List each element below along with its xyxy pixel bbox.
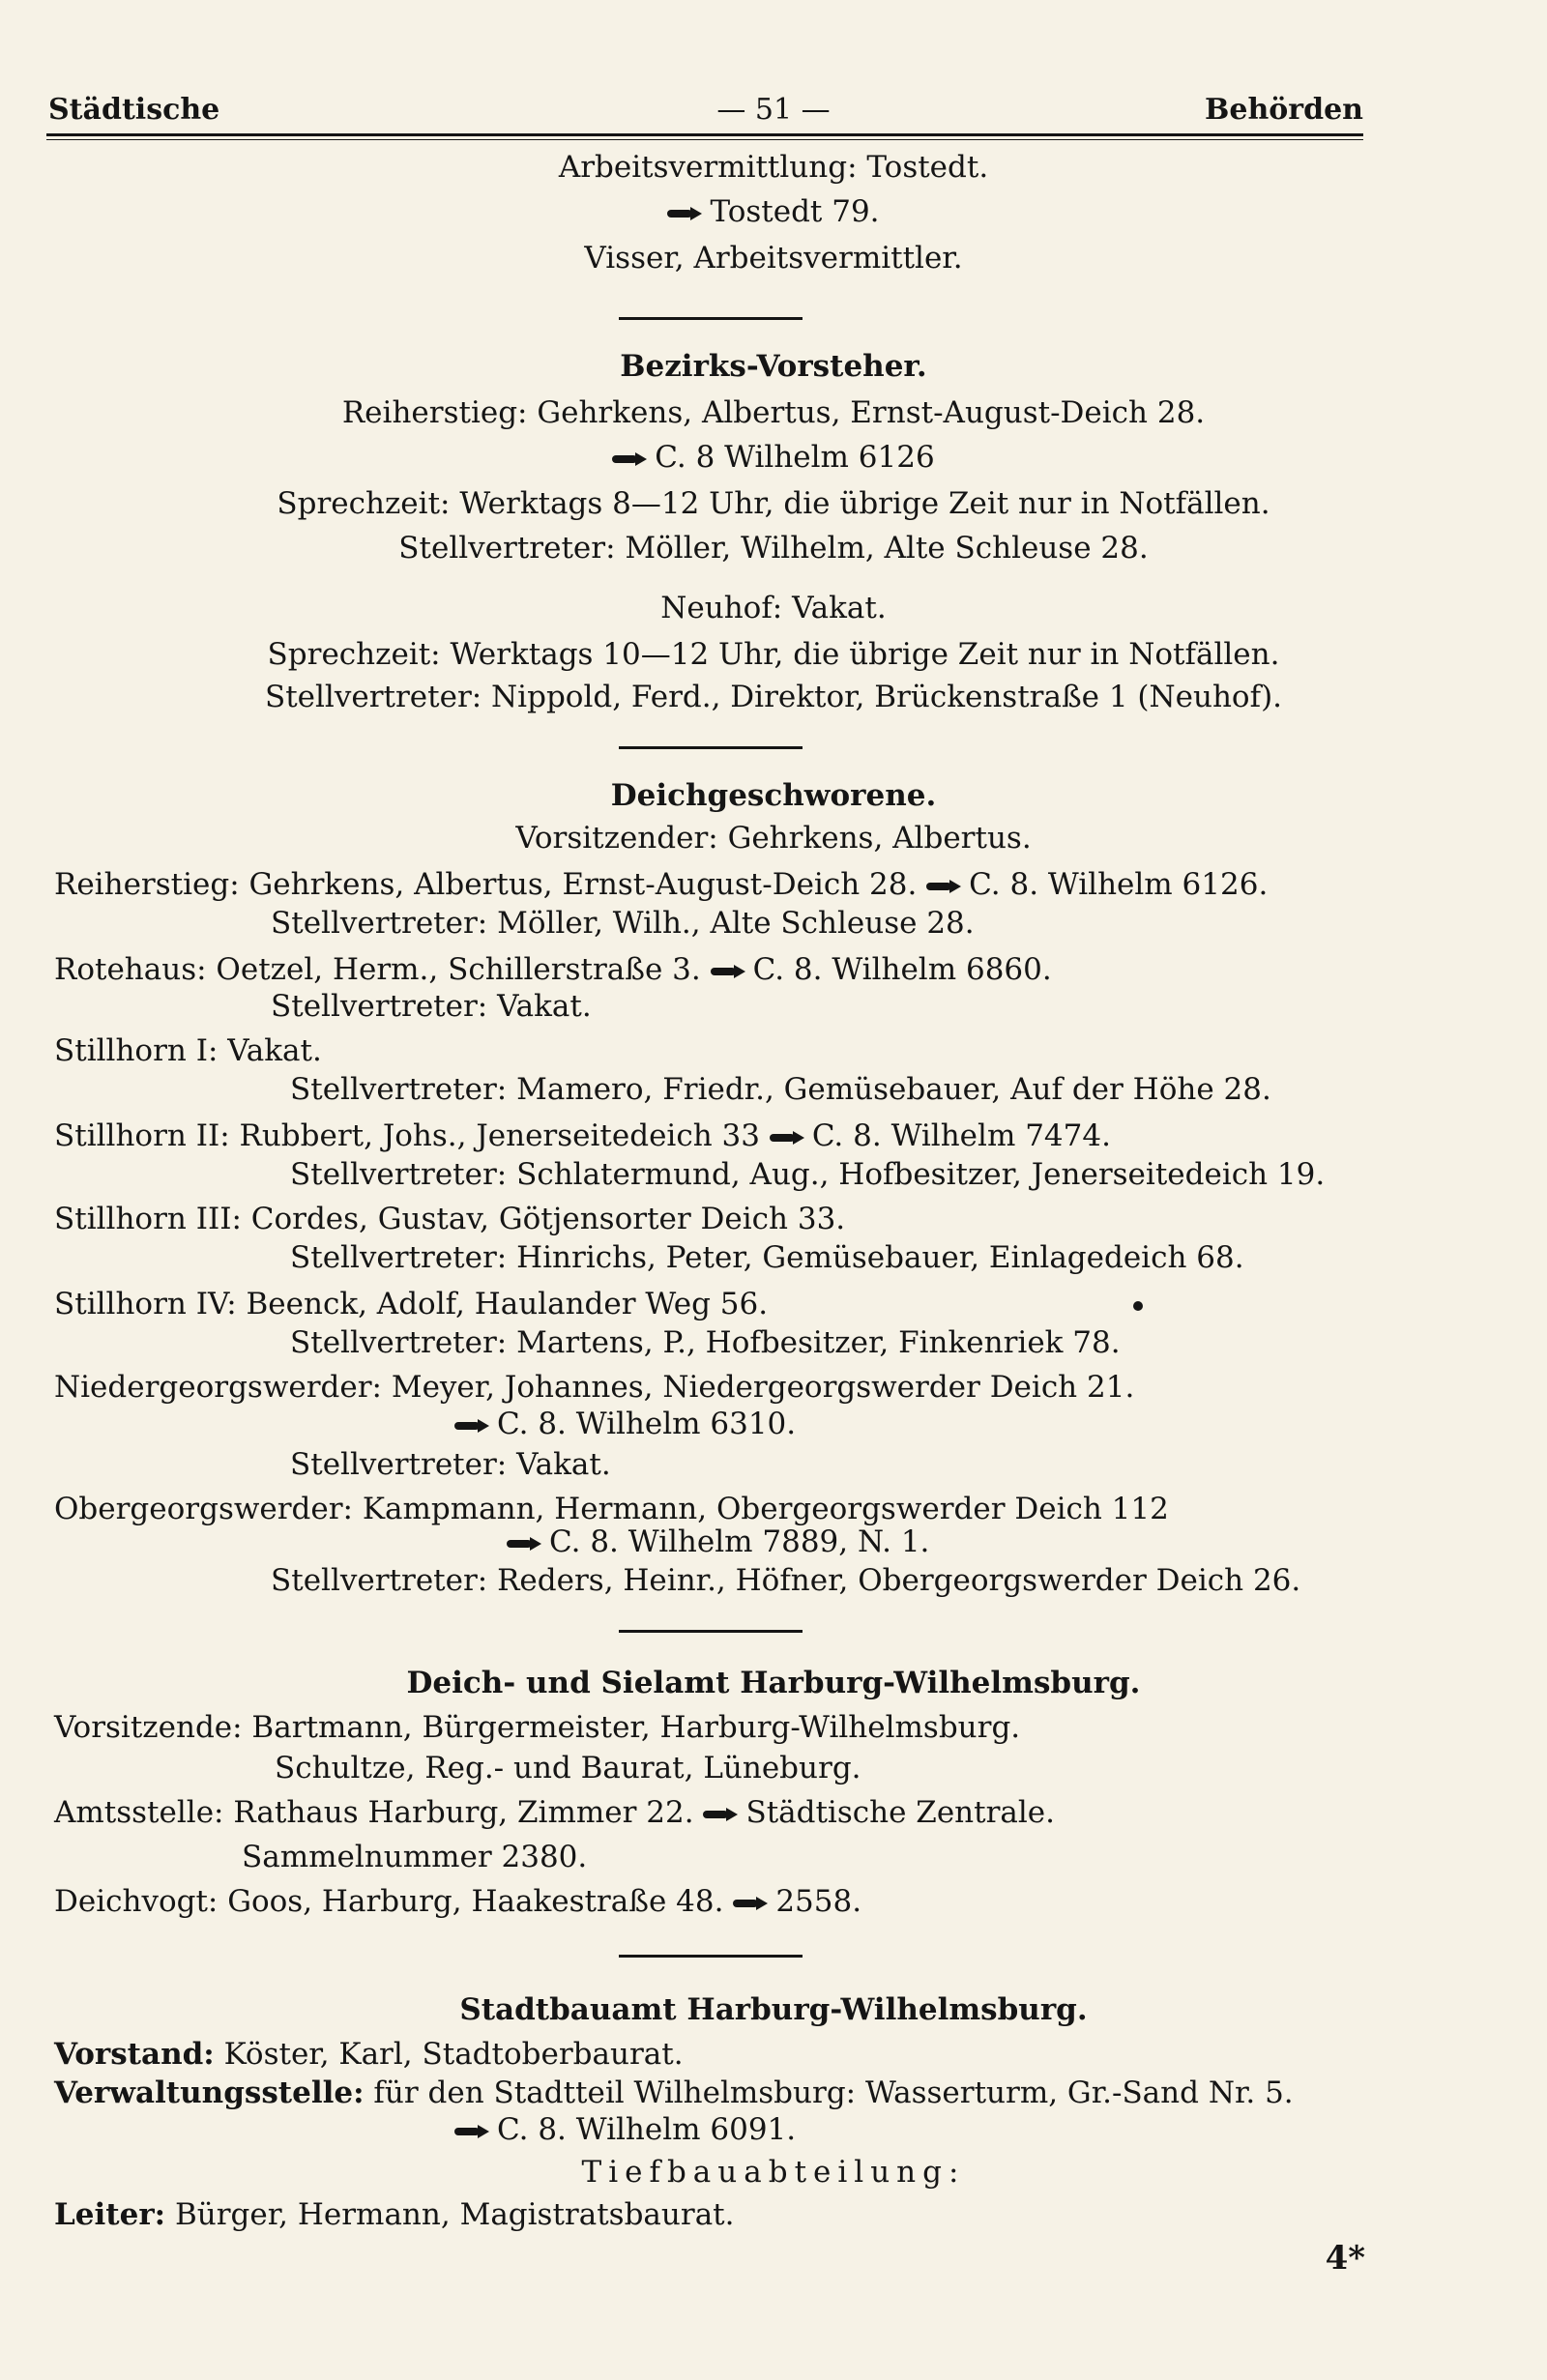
deich-row: Stillhorn I: Vakat. — [54, 1033, 322, 1068]
deich-row: Stillhorn IV: Beenck, Adolf, Haulander Weg 56. — [54, 1287, 769, 1321]
sielamt-line: Amtsstelle: Rathaus Harburg, Zimmer 22. Städtische Zentrale. — [54, 1795, 1056, 1830]
deich-row: Stillhorn III: Cordes, Gustav, Götjensorter Deich 33. — [54, 1202, 846, 1236]
arbeitsvermittlung-title: Arbeitsvermittlung: Tostedt. — [558, 150, 989, 185]
bezirk-line: Stellvertreter: Möller, Wilhelm, Alte Schleuse 28. — [398, 531, 1149, 566]
phone-icon — [507, 1537, 541, 1551]
phone-icon — [703, 1808, 738, 1821]
sielamt-line: Deichvogt: Goos, Harburg, Haakestraße 48. 2558. — [54, 1884, 862, 1919]
deich-row: Obergeorgswerder: Kampmann, Hermann, Obergeorgswerder Deich 112 — [54, 1492, 1169, 1526]
bezirk-line: Stellvertreter: Nippold, Ferd., Direktor, Brückenstraße 1 (Neuhof). — [264, 680, 1283, 714]
running-head-right: Behörden — [1205, 93, 1363, 127]
phone-icon — [711, 965, 745, 978]
phone-icon — [454, 1419, 489, 1433]
signature-mark: 4* — [1325, 2239, 1365, 2278]
page-number: — 51 — — [716, 93, 831, 127]
tiefbau-heading: Tiefbauabteilung: — [581, 2155, 966, 2190]
stadtbau-line: Leiter: Bürger, Hermann, Magistratsbaurat. — [54, 2197, 735, 2232]
stadtbau-line: Vorstand: Köster, Karl, Stadtoberbaurat. — [54, 2037, 684, 2072]
print-speck — [1133, 1301, 1143, 1311]
bezirk-line: Sprechzeit: Werktags 8—12 Uhr, die übrige Zeit nur in Notfällen. — [277, 486, 1270, 521]
section-divider — [619, 746, 803, 749]
header-rule-thin — [46, 139, 1363, 140]
arbeitsvermittlung-phone: Tostedt 79. — [0, 197, 1547, 227]
deich-row: C. 8. Wilhelm 7889, N. 1. — [507, 1527, 929, 1557]
deich-row: Stellvertreter: Martens, P., Hofbesitzer, Finkenriek 78. — [290, 1325, 1121, 1360]
deich-row: Stellvertreter: Schlatermund, Aug., Hofbesitzer, Jenerseitedeich 19. — [290, 1157, 1326, 1192]
stadtbau-line: Verwaltungsstelle: für den Stadtteil Wilhelmsburg: Wasserturm, Gr.-Sand Nr. 5. — [54, 2075, 1294, 2110]
deich-row: Stellvertreter: Reders, Heinr., Höfner, Obergeorgswerder Deich 26. — [271, 1563, 1301, 1598]
deich-row: Niedergeorgswerder: Meyer, Johannes, Niedergeorgswerder Deich 21. — [54, 1370, 1135, 1405]
phone-icon — [770, 1131, 804, 1145]
bezirk-line: Neuhof: Vakat. — [660, 591, 887, 625]
deich-row: C. 8. Wilhelm 6310. — [454, 1409, 796, 1439]
sielamt-line: Sammelnummer 2380. — [242, 1840, 588, 1874]
deich-row: Stillhorn II: Rubbert, Johs., Jenerseitedeich 33 C. 8. Wilhelm 7474. — [54, 1118, 1111, 1153]
section-divider — [619, 1630, 803, 1633]
bezirk-line: Sprechzeit: Werktags 10—12 Uhr, die übrige Zeit nur in Notfällen. — [267, 637, 1280, 672]
bezirk-phone-line: C. 8 Wilhelm 6126 — [0, 443, 1547, 473]
running-head-left: Städtische — [48, 93, 220, 127]
header-rule — [46, 133, 1363, 136]
deichgeschworene-title: Deichgeschworene. — [610, 778, 937, 813]
bezirks-vorsteher-title: Bezirks-Vorsteher. — [620, 349, 927, 384]
deich-row: Stellvertreter: Mamero, Friedr., Gemüsebauer, Auf der Höhe 28. — [290, 1072, 1271, 1107]
phone-icon — [733, 1897, 768, 1910]
deich-row: Stellvertreter: Vakat. — [271, 989, 592, 1024]
stadtbau-phone-line: C. 8. Wilhelm 6091. — [454, 2115, 796, 2145]
sielamt-line: Schultze, Reg.- und Baurat, Lüneburg. — [275, 1751, 861, 1785]
section-divider — [619, 317, 803, 320]
stadtbauamt-title: Stadtbauamt Harburg-Wilhelmsburg. — [459, 1992, 1088, 2027]
section-divider — [619, 1955, 803, 1958]
deich-row: Stellvertreter: Vakat. — [290, 1447, 611, 1482]
arbeitsvermittlung-person: Visser, Arbeitsvermittler. — [584, 241, 963, 276]
deich-row: Rotehaus: Oetzel, Herm., Schillerstraße 3. C. 8. Wilhelm 6860. — [54, 952, 1052, 987]
sielamt-title: Deich- und Sielamt Harburg-Wilhelmsburg. — [406, 1666, 1141, 1700]
phone-icon — [454, 2125, 489, 2138]
sielamt-line: Vorsitzende: Bartmann, Bürgermeister, Harburg-Wilhelmsburg. — [54, 1710, 1021, 1745]
phone-icon — [667, 207, 702, 220]
phone-icon — [926, 880, 961, 893]
phone-icon — [612, 452, 647, 466]
deich-row: Reiherstieg: Gehrkens, Albertus, Ernst-August-Deich 28. C. 8. Wilhelm 6126. — [54, 867, 1269, 902]
deich-chair: Vorsitzender: Gehrkens, Albertus. — [515, 821, 1032, 856]
deich-row: Stellvertreter: Möller, Wilh., Alte Schleuse 28. — [271, 906, 975, 941]
bezirk-line: Reiherstieg: Gehrkens, Albertus, Ernst-August-Deich 28. — [341, 395, 1206, 430]
deich-row: Stellvertreter: Hinrichs, Peter, Gemüsebauer, Einlagedeich 68. — [290, 1240, 1244, 1275]
